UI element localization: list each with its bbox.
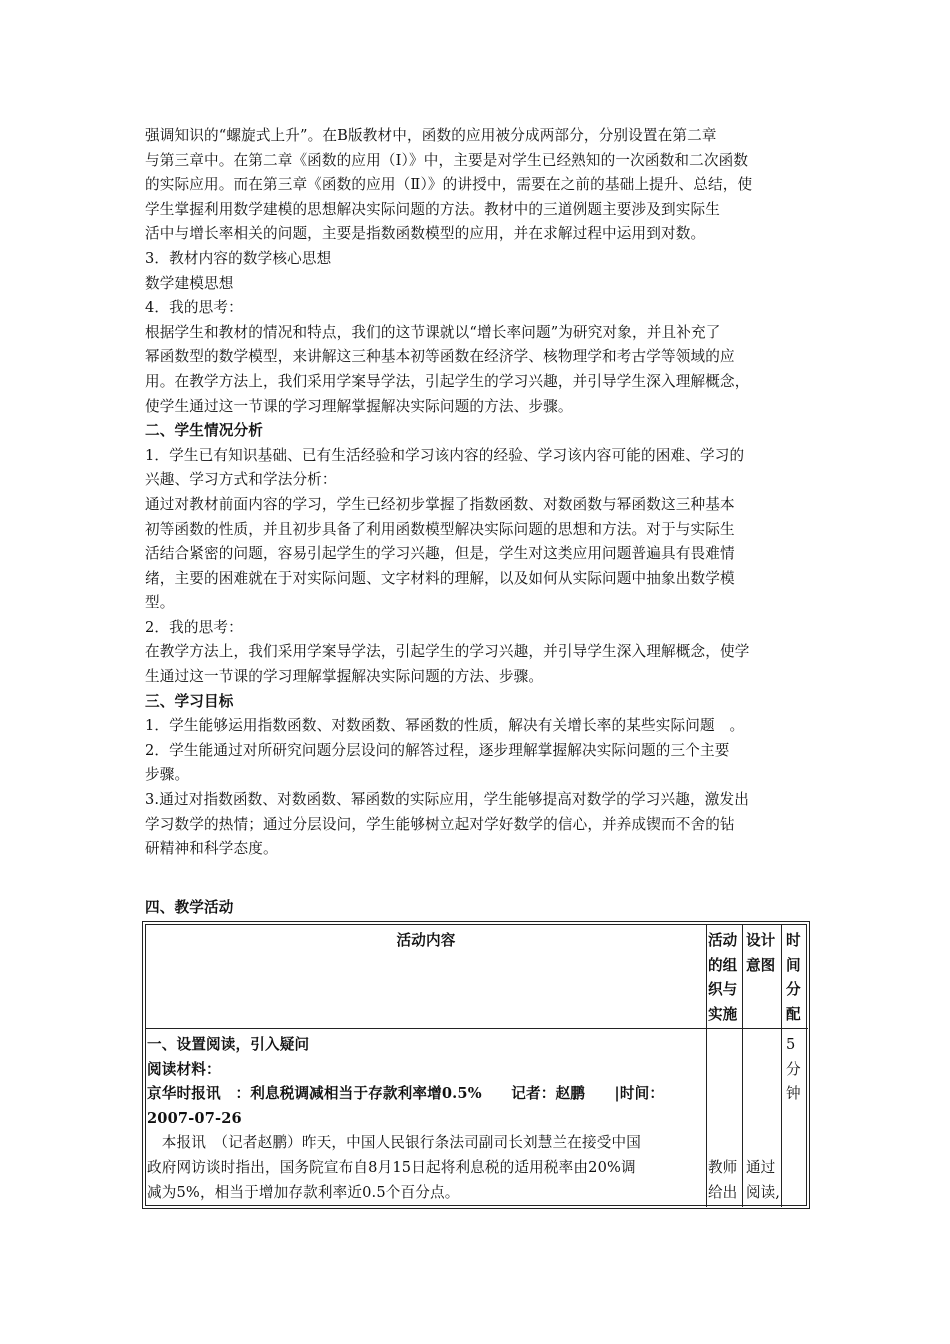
cell-line: 配 <box>786 1005 801 1023</box>
cell-line: 分 <box>786 981 801 999</box>
text-line: 根据学生和教材的情况和特点，我们的这节课就以“增长率问题”为研究对象，并且补充了 <box>145 323 721 341</box>
row1-content-text <box>147 1033 664 1205</box>
row1-content-line: 京华时报讯 ：利息税调减相当于存款利率增0.5% 记者：赵鹏 |时间： <box>147 1085 665 1103</box>
cell-line: 意图 <box>746 956 776 974</box>
text-line: 学生掌握利用数学建模的思想解决实际问题的方法。教材中的三道例题主要涉及到实际生 <box>145 200 721 218</box>
header-intent-cell <box>743 925 782 1029</box>
row1-content-line: 阅读材料： <box>147 1060 221 1078</box>
section-heading: 三、学习目标 <box>145 692 234 710</box>
text-line: 的实际应用。而在第三章《函数的应用（Ⅱ）》的讲授中，需要在之前的基础上提升、总结，使 <box>145 176 753 194</box>
text-line: 生通过这一节课的学习理解掌握解决实际问题的方法、步骤。 <box>145 668 544 686</box>
cell-line: 分 <box>786 1060 801 1078</box>
text-line: 2．我的思考： <box>145 618 243 636</box>
text-line: 3.通过对指数函数、对数函数、幂函数的实际应用，学生能够提高对数学的学习兴趣，激发出 <box>145 791 749 809</box>
header-content-cell <box>146 925 707 1029</box>
cell-line: 活动 <box>708 932 738 949</box>
cell-line: 给出 <box>708 1183 738 1201</box>
text-line: 用。在教学方法上，我们采用学案导学法，引起学生的学习兴趣，并引导学生深入理解概念， <box>145 372 750 390</box>
row1-intent-text <box>746 1156 780 1205</box>
text-line: 4．我的思考： <box>145 299 243 317</box>
cell-line: 间 <box>786 956 801 974</box>
document-body <box>145 124 810 862</box>
row1-content-cell <box>146 1029 707 1207</box>
text-line: 研精神和科学态度。 <box>145 840 278 858</box>
activity-table <box>142 921 810 1209</box>
section-heading-teaching-activities: 四、教学活动 <box>145 899 234 916</box>
text-line: 活中与增长率相关的问题，主要是指数函数模型的应用，并在求解过程中运用到对数。 <box>145 225 706 243</box>
row1-org-text <box>708 1156 737 1205</box>
cell-line: 阅读, <box>746 1183 780 1201</box>
cell-line: 时 <box>786 932 801 949</box>
header-org-label <box>708 929 737 1027</box>
row1-time-cell <box>782 1029 808 1207</box>
row1-content-line: 本报讯 （记者赵鹏）昨天，中国人民银行条法司副司长刘慧兰在接受中国 <box>147 1134 641 1152</box>
text-line: 绪，主要的困难就在于对实际问题、文字材料的理解，以及如何从实际问题中抽象出数学模 <box>145 569 735 587</box>
cell-line: 钟 <box>786 1085 801 1103</box>
section-heading: 二、学生情况分析 <box>145 422 263 440</box>
text-line: 1．学生已有知识基础、已有生活经验和学习该内容的经验、学习该内容可能的困难、学习的 <box>145 446 745 464</box>
text-line: 学习数学的热情；通过分层设问，学生能够树立起对学好数学的信心，并养成锲而不舍的钻 <box>145 815 735 833</box>
row1-intent-cell <box>743 1029 782 1207</box>
row1-content-line: 减为5%，相当于增加存款利率近0.5个百分点。 <box>147 1183 460 1201</box>
cell-line: 教师 <box>708 1159 738 1176</box>
cell-line: 织与 <box>708 981 738 999</box>
text-line: 初等函数的性质，并且初步具备了利用函数模型解决实际问题的思想和方法。对于与实际生 <box>145 520 735 538</box>
row1-org-cell <box>707 1029 743 1207</box>
header-intent-label <box>746 929 775 978</box>
header-org-cell <box>707 925 743 1029</box>
cell-line: 5 <box>786 1036 796 1053</box>
text-line: 与第三章中。在第二章《函数的应用（Ⅰ）》中，主要是对学生已经熟知的一次函数和二次函数 <box>145 151 749 169</box>
cell-line: 实施 <box>708 1005 738 1023</box>
row1-content-line: 2007-07-26 <box>147 1109 242 1127</box>
row1-time-text <box>786 1033 801 1107</box>
text-line: 强调知识的“螺旋式上升”。在B版教材中，函数的应用被分成两部分，分别设置在第二章 <box>145 127 717 144</box>
text-line: 在教学方法上，我们采用学案导学法，引起学生的学习兴趣，并引导学生深入理解概念，使学 <box>145 643 750 661</box>
cell-line: 设计 <box>746 932 776 949</box>
text-line: 幂函数型的数学模型，来讲解这三种基本初等函数在经济学、核物理学和考古学等领域的应 <box>145 348 735 366</box>
text-line: 3．教材内容的数学核心思想 <box>145 249 332 267</box>
text-line: 使学生通过这一节课的学习理解掌握解决实际问题的方法、步骤。 <box>145 397 573 415</box>
text-line: 1．学生能够运用指数函数、对数函数、幂函数的性质，解决有关增长率的某些实际问题 。 <box>145 717 745 735</box>
text-line: 2．学生能通过对所研究问题分层设问的解答过程，逐步理解掌握解决实际问题的三个主要 <box>145 741 730 759</box>
text-line: 活结合紧密的问题，容易引起学生的学习兴趣，但是，学生对这类应用问题普遍具有畏难情 <box>145 545 735 563</box>
text-line: 数学建模思想 <box>145 274 234 292</box>
text-line: 通过对教材前面内容的学习，学生已经初步掌握了指数函数、对数函数与幂函数这三种基本 <box>145 495 735 513</box>
cell-line: 通过 <box>746 1159 776 1176</box>
text-line: 步骤。 <box>145 766 190 784</box>
header-time-cell <box>782 925 808 1029</box>
cell-line: 的组 <box>708 956 738 974</box>
row1-content-line: 政府网访谈时指出，国务院宣布自8月15日起将利息税的适用税率由20%调 <box>147 1158 636 1176</box>
row1-content-line: 一、设置阅读，引入疑问 <box>147 1036 310 1053</box>
header-time-label <box>786 929 801 1027</box>
text-line: 兴趣、学习方式和学法分析： <box>145 471 337 489</box>
text-line: 型。 <box>145 594 175 612</box>
header-content-label: 活动内容 <box>396 932 456 949</box>
